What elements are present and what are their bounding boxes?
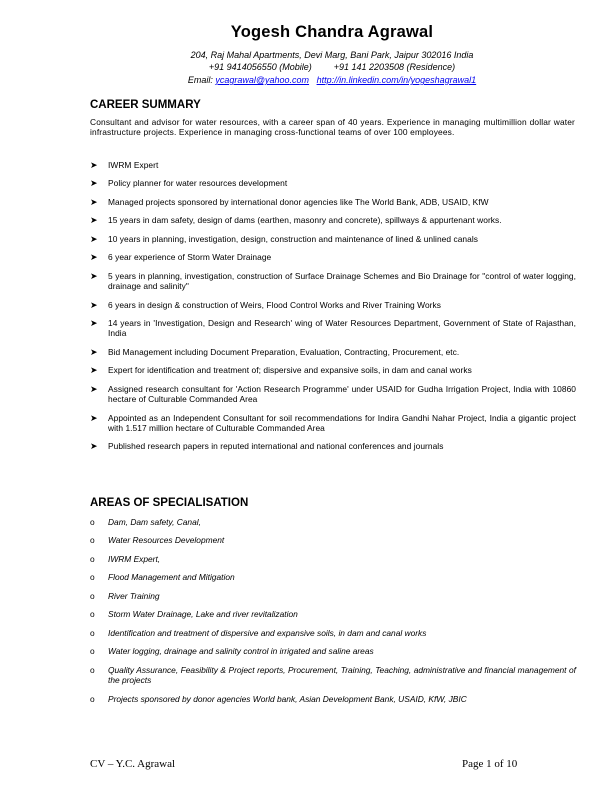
applicant-name: Yogesh Chandra Agrawal: [230, 23, 434, 41]
career-summary-item-text: 15 years in dam safety, design of dams (earthen, masonry and concrete), spillways & appurtenant works.: [108, 215, 502, 226]
circle-bullet-icon: o: [90, 664, 95, 675]
career-summary-intro: Consultant and advisor for water resources, with a career span of 40 years. Experience in managing multimillion dollar water infrastructure projects. Experience in managing cross-functional teams of over 100 employees.: [90, 117, 575, 138]
specialisation-heading: AREAS OF SPECIALISATION: [90, 497, 249, 509]
career-summary-item: [90, 178, 576, 188]
arrow-right-icon: ➤: [90, 270, 98, 281]
specialisation-item-text: Water logging, drainage and salinity control in irrigated and saline areas: [108, 646, 374, 657]
specialisation-item: [90, 517, 576, 527]
specialisation-item: [90, 591, 576, 601]
specialisation-item-text: River Training: [108, 590, 160, 601]
specialisation-item-text: Projects sponsored by donor agencies World bank, Asian Development Bank, USAID, KfW, JBIC: [108, 693, 467, 704]
career-summary-item-text: 6 years in design & construction of Weirs, Flood Control Works and River Training Works: [108, 299, 441, 310]
career-summary-item-text: IWRM Expert: [108, 160, 159, 170]
career-summary-item: [90, 318, 576, 339]
arrow-right-icon: ➤: [90, 178, 98, 189]
career-summary-item: [90, 215, 576, 225]
career-summary-item: [90, 271, 576, 292]
arrow-right-icon: ➤: [90, 412, 98, 423]
arrow-right-icon: ➤: [90, 346, 98, 357]
phone-residence: +91 141 2203508 (Residence): [333, 62, 456, 72]
specialisation-item-text: Dam, Dam safety, Canal,: [108, 517, 201, 527]
arrow-right-icon: ➤: [90, 365, 98, 376]
circle-bullet-icon: o: [90, 693, 95, 704]
career-summary-item: [90, 300, 576, 310]
career-summary-item-text: 6 year experience of Storm Water Drainage: [108, 252, 272, 263]
circle-bullet-icon: o: [90, 572, 95, 583]
specialisation-item-text: Storm Water Drainage, Lake and river revitalization: [108, 609, 298, 620]
specialisation-list: [90, 517, 576, 712]
specialisation-item: [90, 609, 576, 619]
career-summary-item: [90, 365, 576, 375]
circle-bullet-icon: o: [90, 627, 95, 638]
specialisation-item: [90, 554, 576, 564]
specialisation-item: [90, 665, 576, 686]
phone-mobile: +91 9414056550 (Mobile): [208, 62, 312, 72]
email-link[interactable]: ycagrawal@yahoo.com: [215, 75, 310, 85]
specialisation-item-text: Quality Assurance, Feasibility & Project reports, Procurement, Training, Teaching, administrative and financial management of the projects: [108, 664, 576, 686]
circle-bullet-icon: o: [90, 535, 95, 546]
career-summary-item: [90, 197, 576, 207]
linkedin-link[interactable]: http://in.linkedin.com/in/yogeshagrawal1: [316, 75, 477, 85]
career-summary-item-text: 5 years in planning, investigation, construction of Surface Drainage Schemes and Bio Drainage for "control of water logging, drainage and salinity": [108, 270, 576, 292]
career-summary-item-text: 10 years in planning, investigation, design, construction and maintenance of lined & unlined canals: [108, 233, 478, 244]
arrow-right-icon: ➤: [90, 233, 98, 244]
career-summary-item-text: Published research papers in reputed international and national conferences and journals: [108, 441, 444, 452]
specialisation-item: [90, 694, 576, 704]
arrow-right-icon: ➤: [90, 196, 98, 207]
specialisation-item-text: Water Resources Development: [108, 535, 225, 546]
arrow-right-icon: ➤: [90, 299, 98, 310]
circle-bullet-icon: o: [90, 553, 95, 564]
arrow-right-icon: ➤: [90, 215, 98, 226]
footer-page-number: Page 1 of 10: [462, 758, 518, 770]
email-line: [0, 75, 612, 86]
specialisation-item: [90, 535, 576, 545]
career-summary-item: [90, 160, 576, 170]
circle-bullet-icon: o: [90, 517, 95, 527]
career-summary-item: [90, 441, 576, 451]
career-summary-item-text: Policy planner for water resources development: [108, 178, 288, 189]
specialisation-item: [90, 628, 576, 638]
footer-cv-label: CV – Y.C. Agrawal: [90, 758, 176, 770]
circle-bullet-icon: o: [90, 590, 95, 601]
career-summary-item: [90, 413, 576, 434]
career-summary-item: [90, 384, 576, 405]
specialisation-item-text: IWRM Expert,: [108, 553, 161, 564]
career-summary-item: [90, 347, 576, 357]
career-summary-item-text: Bid Management including Document Preparation, Evaluation, Contracting, Procurement, etc.: [108, 346, 460, 357]
career-summary-item-text: Assigned research consultant for 'Action Research Programme' under USAID for Gudha Irrigation Project, India with 10860 hectare of Culturable Commanded Area: [108, 383, 576, 405]
career-summary-item: [90, 252, 576, 262]
specialisation-item: [90, 572, 576, 582]
address-line: 204, Raj Mahal Apartments, Devi Marg, Bani Park, Jaipur 302016 India: [190, 50, 474, 60]
career-summary-item-text: 14 years in 'Investigation, Design and Research' wing of Water Resources Department, Government of State of Rajasthan, India: [108, 318, 576, 339]
circle-bullet-icon: o: [90, 646, 95, 657]
arrow-right-icon: ➤: [90, 252, 98, 263]
career-summary-item-text: Managed projects sponsored by international donor agencies like The World Bank, ADB, USAID, KfW: [108, 196, 489, 207]
arrow-right-icon: ➤: [90, 383, 98, 394]
career-summary-item-text: Appointed as an Independent Consultant for soil recommendations for Indira Gandhi Nahar Project, India a gigantic project with 1.517 million hectare of Culturable Commanded Area: [108, 412, 576, 433]
email-label: Email:: [187, 75, 213, 85]
specialisation-item-text: Flood Management and Mitigation: [108, 572, 235, 583]
career-summary-heading: CAREER SUMMARY: [90, 99, 201, 111]
phone-line: [0, 62, 612, 73]
specialisation-item: [90, 646, 576, 656]
career-summary-item: [90, 234, 576, 244]
career-summary-item-text: Expert for identification and treatment of; dispersive and expansive soils, in dam and canal works: [108, 365, 472, 376]
career-summary-list: [90, 160, 576, 460]
circle-bullet-icon: o: [90, 609, 95, 620]
arrow-right-icon: ➤: [90, 441, 98, 452]
specialisation-item-text: Identification and treatment of dispersive and expansive soils, in dam and canal works: [108, 627, 427, 638]
arrow-right-icon: ➤: [90, 160, 98, 170]
arrow-right-icon: ➤: [90, 318, 98, 329]
